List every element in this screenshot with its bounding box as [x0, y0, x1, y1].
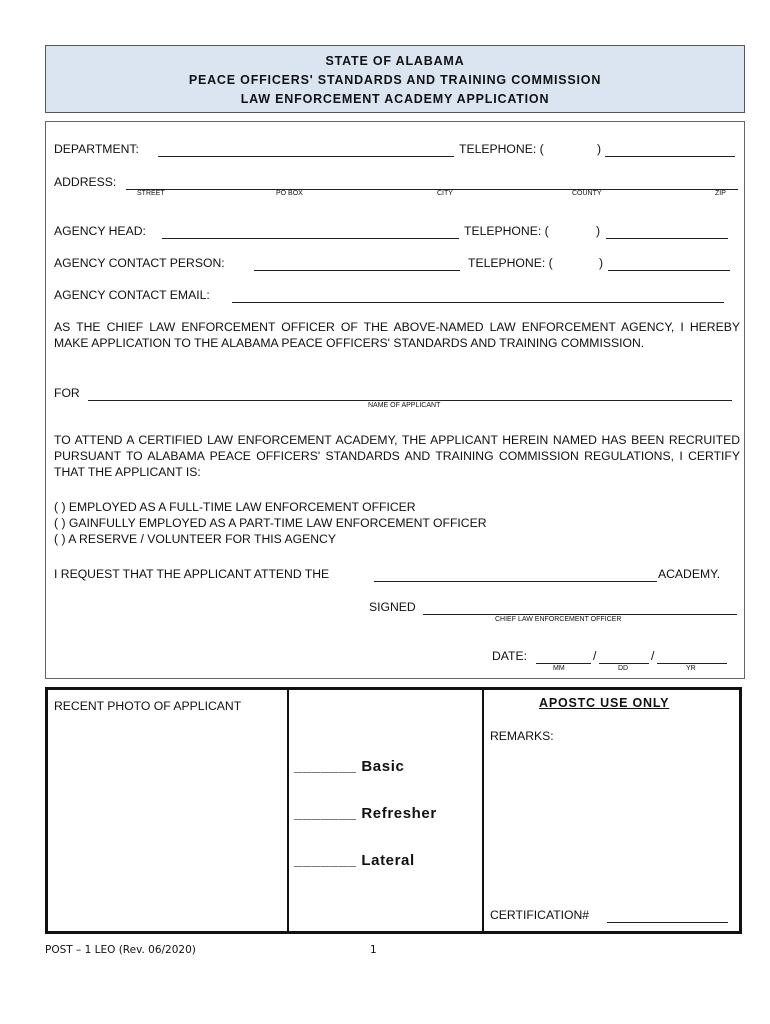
zip-sublabel: ZIP [715, 190, 726, 197]
yr-sublabel: YR [686, 665, 696, 672]
date-day-field[interactable] [599, 663, 649, 664]
agency-head-telephone-label: TELEPHONE: ( [464, 224, 549, 238]
contact-person-label: AGENCY CONTACT PERSON: [54, 256, 225, 270]
address-label: ADDRESS: [54, 175, 117, 189]
academy-label: ACADEMY. [658, 567, 721, 581]
photo-and-office-table [45, 687, 742, 934]
academy-name-field[interactable] [374, 581, 657, 582]
address-field[interactable] [126, 189, 738, 190]
contact-person-field[interactable] [254, 270, 460, 271]
contact-email-label: AGENCY CONTACT EMAIL: [54, 288, 210, 302]
page-number: 1 [370, 944, 377, 956]
basic-label: Basic [361, 758, 405, 775]
application-form [45, 121, 745, 679]
date-label: DATE: [492, 649, 527, 663]
option-full-time[interactable]: ( ) EMPLOYED AS A FULL-TIME LAW ENFORCEMENT OFFICER [54, 500, 416, 514]
basic-option[interactable]: _______ Basic [294, 758, 405, 775]
mm-sublabel: MM [553, 665, 565, 672]
refresher-label: Refresher [361, 805, 437, 822]
option-part-time[interactable]: ( ) GAINFULLY EMPLOYED AS A PART-TIME LAW ENFORCEMENT OFFICER [54, 516, 487, 530]
signed-label: SIGNED [369, 600, 416, 614]
refresher-option[interactable]: _______ Refresher [294, 805, 437, 822]
telephone-field[interactable] [605, 156, 735, 157]
form-id: POST – 1 LEO (Rev. 06/2020) [45, 944, 196, 956]
applicant-name-field[interactable] [88, 400, 732, 401]
signature-field[interactable] [423, 614, 737, 615]
lateral-option[interactable]: _______ Lateral [294, 852, 415, 869]
date-month-field[interactable] [536, 663, 591, 664]
name-of-applicant-sublabel: NAME OF APPLICANT [368, 402, 441, 409]
photo-label: RECENT PHOTO OF APPLICANT [54, 699, 242, 713]
county-sublabel: COUNTY [572, 190, 602, 197]
contact-telephone-field[interactable] [608, 270, 730, 271]
header-commission: PEACE OFFICERS' STANDARDS AND TRAINING COMMISSION [188, 73, 602, 87]
agency-head-label: AGENCY HEAD: [54, 224, 146, 238]
street-sublabel: STREET [137, 190, 165, 197]
department-label: DEPARTMENT: [54, 142, 139, 156]
paren-close: ) [599, 256, 604, 270]
certification-number-field[interactable] [607, 922, 728, 923]
chief-officer-sublabel: CHIEF LAW ENFORCEMENT OFFICER [495, 616, 622, 623]
contact-email-field[interactable] [232, 302, 724, 303]
for-label: FOR [54, 386, 80, 400]
lateral-label: Lateral [361, 852, 415, 869]
apostc-use-cell [484, 690, 739, 931]
city-sublabel: CITY [437, 190, 453, 197]
pobox-sublabel: PO BOX [276, 190, 303, 197]
certification-number-label: CERTIFICATION# [490, 908, 590, 922]
attend-paragraph: TO ATTEND A CERTIFIED LAW ENFORCEMENT ACADEMY, THE APPLICANT HEREIN NAMED HAS BEEN RECRUITED PURSUANT TO ALABAMA PEACE OFFICERS' STANDARDS AND TRAINING COMMISSION REGULATIONS, I CERTIFY THAT THE APPLICANT IS: [54, 433, 740, 479]
form-header [45, 45, 745, 113]
header-title: LAW ENFORCEMENT ACADEMY APPLICATION [240, 92, 550, 106]
paren-close: ) [597, 142, 602, 156]
apostc-use-only-heading: APOSTC USE ONLY [539, 696, 670, 710]
certification-paragraph: AS THE CHIEF LAW ENFORCEMENT OFFICER OF THE ABOVE-NAMED LAW ENFORCEMENT AGENCY, I HEREBY MAKE APPLICATION TO THE ALABAMA PEACE OFFICERS' STANDARDS AND TRAINING COMMISSION. [54, 320, 740, 350]
option-reserve-volunteer[interactable]: ( ) A RESERVE / VOLUNTEER FOR THIS AGENCY [54, 532, 336, 546]
dd-sublabel: DD [618, 665, 629, 672]
photo-cell[interactable] [48, 690, 289, 931]
contact-telephone-label: TELEPHONE: ( [468, 256, 553, 270]
remarks-label: REMARKS: [490, 729, 554, 743]
agency-head-telephone-field[interactable] [606, 238, 728, 239]
agency-head-field[interactable] [162, 238, 459, 239]
date-slash: / [593, 649, 597, 663]
telephone-label: TELEPHONE: ( [459, 142, 544, 156]
paren-close: ) [596, 224, 601, 238]
request-label: I REQUEST THAT THE APPLICANT ATTEND THE [54, 567, 330, 581]
header-state: STATE OF ALABAMA [325, 54, 465, 68]
academy-type-cell [289, 690, 484, 931]
date-slash: / [651, 649, 655, 663]
department-field[interactable] [158, 156, 454, 157]
date-year-field[interactable] [657, 663, 727, 664]
